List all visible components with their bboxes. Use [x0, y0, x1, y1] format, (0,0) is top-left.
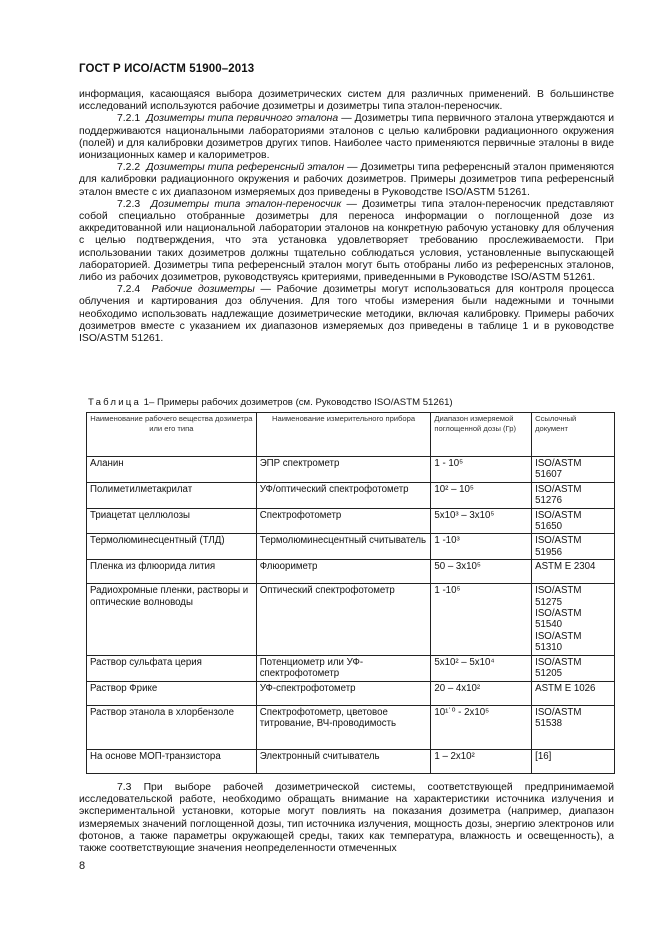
- cell-range: 1 -10³: [431, 534, 532, 560]
- body-text-top: [79, 89, 614, 345]
- cell-instrument: ЭПР спектрометр: [256, 457, 431, 483]
- header-material: Наименование рабочего вещества дозиметра или его типа: [87, 413, 257, 457]
- table-row: [87, 749, 615, 773]
- cell-doc: ASTM E 2304: [532, 560, 615, 584]
- cell-range: 50 – 3x10⁵: [431, 560, 532, 584]
- table-row: [87, 534, 615, 560]
- paragraph-number: 7.2.2: [117, 162, 141, 174]
- paragraph-7-2-2: [79, 162, 614, 199]
- cell-instrument: УФ/оптический спектрофотометр: [256, 482, 431, 508]
- cell-doc: [16]: [532, 749, 615, 773]
- dosimeters-table: [86, 412, 615, 774]
- paragraph-7-2-4: [79, 284, 614, 345]
- table-row: [87, 705, 615, 749]
- table-body: [87, 457, 615, 774]
- paragraph-number: 7.2.4: [117, 284, 141, 296]
- paragraph-text: — Рабочие дозиметры могут использоваться для контроля процесса облучения и картирования доз облучения. Для того чтобы измерения были надежными и точными необходимо использовать надлежащие дозиметрические методики, включая калибровку. Примеры рабочих дозиметров вместе с указанием их диапазонов измеряемых доз приведены в таблице 1 и в руководстве ISO/ASTM 51261.: [79, 284, 615, 345]
- document-header: ГОСТ Р ИСО/АСТМ 51900–2013: [79, 63, 255, 75]
- cell-range: 20 – 4x10²: [431, 681, 532, 705]
- paragraph-7-3: 7.3 При выборе рабочей дозиметрической системы, соответствующей предпринимаемой исследовательской работе, необходимо обращать внимание на характеристики источника излучения и экспериментальной установки, которые могут повлиять на показания дозиметра (например, диапазон измеряемых значений поглощенной дозы, тип источника излучения, мощность дозы, энергию электронов или фотонов, а также параметры окружающей среды, таких как температура, влажность и освещенность), а также соответствующие значения неопределенности отмеченных: [79, 782, 614, 855]
- cell-doc: ISO/ASTM 51607: [532, 457, 615, 483]
- cell-range: 5x10² – 5x10⁴: [431, 655, 532, 681]
- header-range: Диапазон измеряемой поглощенной дозы (Гр): [431, 413, 532, 457]
- intro-paragraph: информация, касающаяся выбора дозиметрических систем для различных применений. В большинстве исследований используются рабочие дозиметры и дозиметры типа эталон-переносчик.: [79, 89, 614, 113]
- paragraph-text: — Дозиметры типа эталон-переносчик представляют собой специально отобранные дозиметры для переноса информации о поглощенной дозе из аккредитованной или национальной лаборатории эталонов на конкретную рабочую установку для облучения с целью подтверждения, что эта установка удовлетворяет требованию прослеживаемости. При использовании таких дозиметров должны тщательно соблюдаться условия, установленные выпускающей лабораторией. Дозиметры типа референсный эталон могут быть отобраны либо из референсных эталонов, либо из рабочих дозиметров, руководствуясь критериями, приведенными в Руководстве ISO/ASTM 51261.: [79, 198, 614, 284]
- paragraph-7-2-1: [79, 113, 614, 162]
- paragraph-7-2-3: [79, 199, 614, 284]
- table-caption-word: Таблица: [88, 397, 142, 408]
- cell-range: 1 -10⁵: [431, 584, 532, 655]
- cell-doc: ISO/ASTM 51276: [532, 482, 615, 508]
- cell-doc: ISO/ASTM 51275 ISO/ASTM 51540 ISO/ASTM 51310: [532, 584, 615, 655]
- cell-doc: ASTM E 1026: [532, 681, 615, 705]
- paragraph-term: Дозиметры типа эталон-переносчик: [150, 198, 342, 210]
- cell-doc: ISO/ASTM 51956: [532, 534, 615, 560]
- table-header-row: [87, 413, 615, 457]
- cell-instrument: Электронный считыватель: [256, 749, 431, 773]
- cell-material: Раствор сульфата церия: [87, 655, 257, 681]
- cell-material: Триацетат целлюлозы: [87, 508, 257, 534]
- paragraph-number: 7.2.1: [117, 113, 141, 125]
- cell-material: Аланин: [87, 457, 257, 483]
- table-header: [87, 413, 615, 457]
- cell-doc: ISO/ASTM 51650: [532, 508, 615, 534]
- cell-material: На основе МОП-транзистора: [87, 749, 257, 773]
- page-number: 8: [79, 860, 86, 872]
- cell-material: Радиохромные пленки, растворы и оптические волноводы: [87, 584, 257, 655]
- table-row: [87, 457, 615, 483]
- cell-material: Раствор Фрике: [87, 681, 257, 705]
- paragraph-number: 7.2.3: [117, 198, 141, 210]
- cell-instrument: УФ-спектрофотометр: [256, 681, 431, 705]
- cell-range: 5x10³ – 3x10⁵: [431, 508, 532, 534]
- cell-range: 10² – 10⁵: [431, 482, 532, 508]
- cell-material: Полиметилметакрилат: [87, 482, 257, 508]
- cell-doc: ISO/ASTM 51205: [532, 655, 615, 681]
- paragraph-term: Дозиметры типа первичного эталона: [146, 113, 339, 125]
- table-caption-text: 1– Примеры рабочих дозиметров (см. Руководство ISO/ASTM 51261): [141, 397, 453, 408]
- cell-doc: ISO/ASTM 51538: [532, 705, 615, 749]
- paragraph-text: — Дозиметры типа референсный эталон применяются для калибровки радиационного окружения и рабочих дозиметров. Примеры дозиметров типа референсный эталон вместе с их диапазоном измеряемых доз приведены в Руководстве ISO/ASTM 51261.: [79, 162, 614, 198]
- paragraph-term: Дозиметры типа референсный эталон: [146, 162, 345, 174]
- paragraph-text: — Дозиметры типа первичного эталона утверждаются и поддерживаются национальными лабораториями эталонов с целью калибровки радиационного окружения (полей) и для калибровки дозиметров других типов. Наиболее часто применяются первичные эталоны в виде ионизационных камер и калориметров.: [79, 113, 615, 162]
- cell-material: Пленка из флюорида лития: [87, 560, 257, 584]
- cell-instrument: Термолюминесцентный считыватель: [256, 534, 431, 560]
- table-row: [87, 681, 615, 705]
- table-row: [87, 508, 615, 534]
- body-text-bottom: [79, 782, 614, 855]
- cell-instrument: Спектрофотометр, цветовое титрование, ВЧ-проводимость: [256, 705, 431, 749]
- header-instrument: Наименование измерительного прибора: [256, 413, 431, 457]
- cell-range: 1 - 10⁵: [431, 457, 532, 483]
- cell-instrument: Спектрофотометр: [256, 508, 431, 534]
- cell-material: Раствор этанола в хлорбензоле: [87, 705, 257, 749]
- header-doc: Ссылочный документ: [532, 413, 615, 457]
- cell-range: 1 – 2x10²: [431, 749, 532, 773]
- table-row: [87, 482, 615, 508]
- cell-instrument: Флюориметр: [256, 560, 431, 584]
- cell-range: 10¹˙⁰ - 2x10⁵: [431, 705, 532, 749]
- table-caption: [88, 397, 453, 408]
- table-row: [87, 655, 615, 681]
- cell-material: Термолюминесцентный (ТЛД): [87, 534, 257, 560]
- cell-instrument: Оптический спектрофотометр: [256, 584, 431, 655]
- cell-instrument: Потенциометр или УФ-спектрофотометр: [256, 655, 431, 681]
- paragraph-term: Рабочие дозиметры: [151, 284, 255, 296]
- table-row: [87, 560, 615, 584]
- table-row: [87, 584, 615, 655]
